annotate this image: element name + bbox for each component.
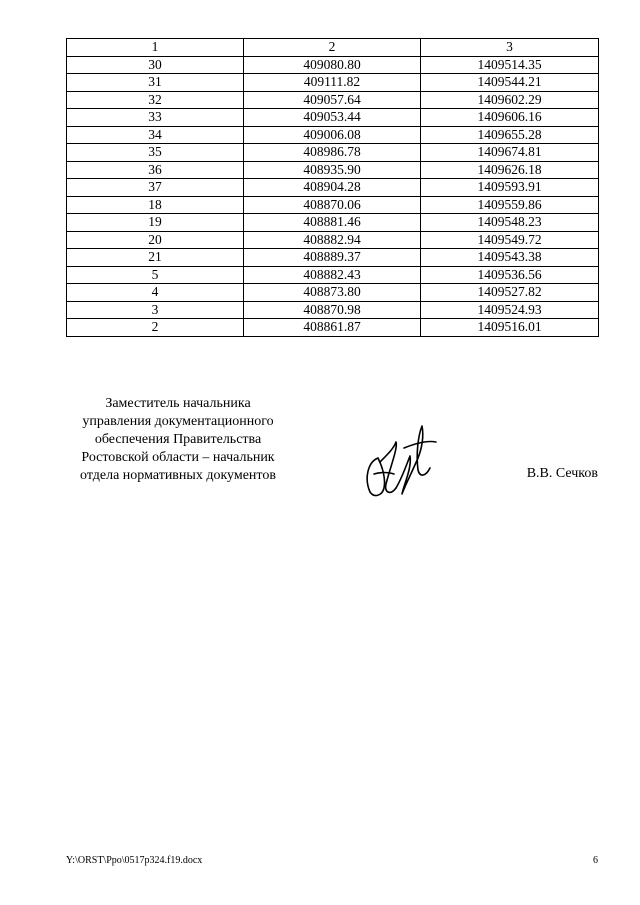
table-row <box>67 214 599 232</box>
position-line: Заместитель начальника <box>105 396 251 411</box>
table-cell: 19 <box>67 214 244 232</box>
table-cell: 1409527.82 <box>421 284 599 302</box>
table-cell: 37 <box>67 179 244 197</box>
table-cell: 1409549.72 <box>421 231 599 249</box>
table-cell: 408861.87 <box>244 319 421 337</box>
table-cell: 408870.06 <box>244 196 421 214</box>
table-cell: 1409626.18 <box>421 161 599 179</box>
table-cell: 1409514.35 <box>421 56 599 74</box>
table-row <box>67 74 599 92</box>
table-cell: 408882.43 <box>244 266 421 284</box>
column-header-3: 3 <box>421 39 599 57</box>
table-cell: 30 <box>67 56 244 74</box>
table-cell: 1409655.28 <box>421 126 599 144</box>
column-header-2: 2 <box>244 39 421 57</box>
table-row <box>67 196 599 214</box>
table-header-row <box>67 39 599 57</box>
table-row <box>67 249 599 267</box>
table-cell: 409111.82 <box>244 74 421 92</box>
table-row <box>67 109 599 127</box>
table-cell: 409006.08 <box>244 126 421 144</box>
table-cell: 2 <box>67 319 244 337</box>
table-cell: 408881.46 <box>244 214 421 232</box>
table-cell: 1409548.23 <box>421 214 599 232</box>
table-cell: 409053.44 <box>244 109 421 127</box>
table-cell: 1409536.56 <box>421 266 599 284</box>
table-cell: 1409606.16 <box>421 109 599 127</box>
table-cell: 409057.64 <box>244 91 421 109</box>
table-cell: 31 <box>67 74 244 92</box>
table-row <box>67 91 599 109</box>
table-cell: 36 <box>67 161 244 179</box>
table-row <box>67 266 599 284</box>
table-cell: 4 <box>67 284 244 302</box>
table-cell: 408986.78 <box>244 144 421 162</box>
table-cell: 1409524.93 <box>421 301 599 319</box>
footer-file-path: Y:\ORST\Ppo\0517p324.f19.docx <box>66 855 203 866</box>
table-row <box>67 319 599 337</box>
position-line: управления документационного <box>82 414 274 429</box>
table-cell: 3 <box>67 301 244 319</box>
table-cell: 5 <box>67 266 244 284</box>
table-cell: 408882.94 <box>244 231 421 249</box>
table-row <box>67 161 599 179</box>
handwritten-signature <box>360 418 440 500</box>
table-cell: 409080.80 <box>244 56 421 74</box>
table-cell: 408889.37 <box>244 249 421 267</box>
coordinates-table <box>66 38 599 337</box>
table-row <box>67 144 599 162</box>
position-line: отдела нормативных документов <box>80 468 276 483</box>
table-cell: 408873.80 <box>244 284 421 302</box>
table-row <box>67 231 599 249</box>
table-row <box>67 301 599 319</box>
table-row <box>67 56 599 74</box>
table-cell: 20 <box>67 231 244 249</box>
signatory-position <box>66 395 290 485</box>
coordinates-table-body <box>67 39 599 337</box>
signer-name: В.В. Сечков <box>526 466 598 481</box>
position-line: обеспечения Правительства <box>94 432 262 447</box>
position-line: Ростовской области – начальник <box>81 450 275 465</box>
table-cell: 1409516.01 <box>421 319 599 337</box>
table-cell: 34 <box>67 126 244 144</box>
table-cell: 1409543.38 <box>421 249 599 267</box>
table-row <box>67 284 599 302</box>
table-cell: 32 <box>67 91 244 109</box>
table-cell: 1409593.91 <box>421 179 599 197</box>
table-cell: 408870.98 <box>244 301 421 319</box>
table-cell: 35 <box>67 144 244 162</box>
table-cell: 408935.90 <box>244 161 421 179</box>
table-cell: 1409544.21 <box>421 74 599 92</box>
column-header-1: 1 <box>67 39 244 57</box>
page-number: 6 <box>593 855 598 866</box>
table-cell: 1409674.81 <box>421 144 599 162</box>
table-cell: 1409602.29 <box>421 91 599 109</box>
table-row <box>67 126 599 144</box>
table-cell: 408904.28 <box>244 179 421 197</box>
table-cell: 1409559.86 <box>421 196 599 214</box>
table-row <box>67 179 599 197</box>
table-cell: 18 <box>67 196 244 214</box>
table-cell: 33 <box>67 109 244 127</box>
table-cell: 21 <box>67 249 244 267</box>
